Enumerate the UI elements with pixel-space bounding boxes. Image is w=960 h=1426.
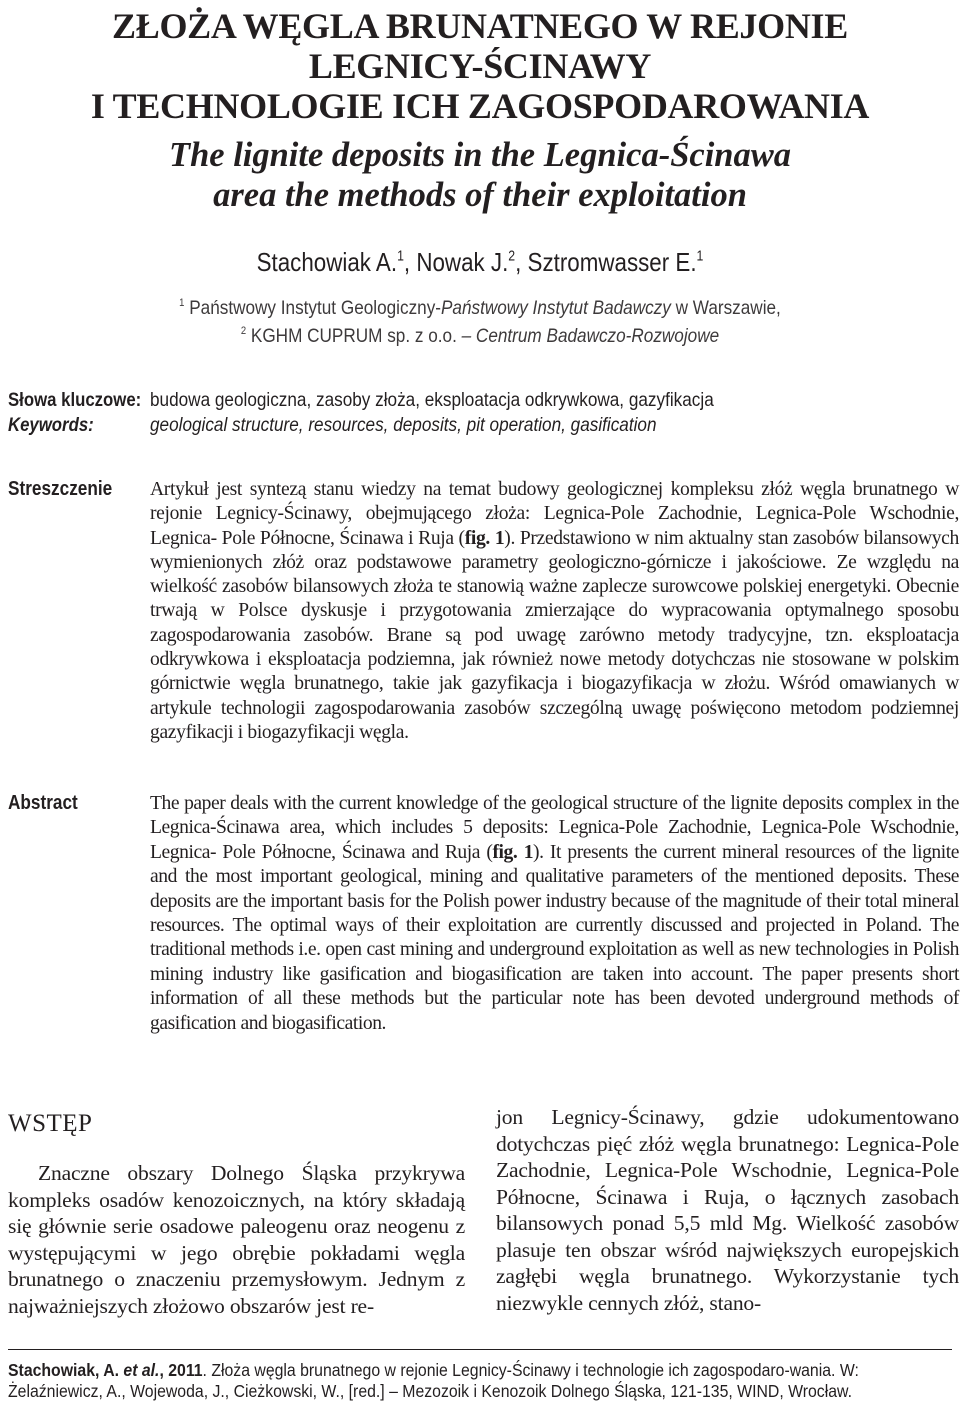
abstract-text-part-2: ). It presents the current mineral resources of the lignite and the most important geological, mining and qualitative parameters of the mentioned deposits. These deposits are the important basis for the Polish power industry because of the magnitude of their total mineral resources. The optimal ways of their exploitation are currently discussed and projected in Poland. The traditional methods i.e. open cast mining and underground exploitation as well as new technologies in Polish mining industry like gasification and biogasification are taken into account. The paper presents short information of all these methods but the particular note has been devoted underground methods of gasification and biogasification. — [150, 841, 959, 1034]
keywords-english — [8, 412, 952, 439]
keywords-english-value: geological structure, resources, deposits, pit operation, gasification — [150, 414, 657, 436]
section-heading-wstep: WSTĘP — [8, 1110, 93, 1137]
body-column-left — [8, 1160, 465, 1319]
figure-reference: fig. 1 — [492, 841, 534, 863]
citation-text: . Złoża węgla brunatnego w rejonie Legnicy-Ścinawy i technologie ich zagospodaro-wania. W: Żelaźniewicz, A., Wojewoda, J., Cieżkowski, W., [red.] – Mezozoik i Kenozoik Dolnego Śląska, 121-135, WIND, Wrocław. — [8, 1360, 859, 1401]
footer-divider — [8, 1349, 952, 1350]
affiliations — [58, 294, 903, 350]
body-paragraph: Znaczne obszary Dolnego Śląska przykrywa kompleks osadów kenozoicznych, na który składają się głównie serie osadowe paleogenu oraz neogenu z występującymi w jego obrębie pokładami węgla brunatnego o znaczeniu przemysłowym. Jednym z najważniejszych złożowo obszarów jest re- — [8, 1161, 465, 1318]
keywords-polish-label: Słowa kluczowe: — [8, 389, 142, 411]
author-separator: , — [403, 247, 417, 277]
citation-etal: et al. — [123, 1360, 160, 1380]
abstract-text-part-1: The paper deals with the current knowledge of the geological structure of the lignite deposits complex in the Legnica-Ścinawa area, which includes 5 deposits: Legnica-Pole Zachodnie, Legnica-Pole Wschodnie, Legnica- Pole Północne, Ścinawa and Ruja ( — [150, 793, 959, 863]
author-2: Nowak J. — [416, 247, 509, 277]
affiliation-1-name-italic: Państwowy Instytut Badawczy — [440, 297, 671, 319]
keywords-english-label: Keywords: — [8, 414, 94, 436]
body-column-right — [496, 1104, 959, 1316]
keywords-polish — [8, 387, 952, 414]
author-3: Sztromwasser E. — [527, 247, 697, 277]
author-list — [67, 246, 893, 278]
title-polish-line-3: I TECHNOLOGIE ICH ZAGOSPODAROWANIA — [90, 86, 870, 126]
affiliation-1 — [58, 294, 903, 322]
abstract-label: Abstract — [8, 792, 78, 814]
affiliation-2-name: KGHM CUPRUM sp. z o.o. — [250, 325, 462, 347]
title-polish-line-1: ZŁOŻA WĘGLA BRUNATNEGO W REJONIE — [112, 6, 848, 46]
author-separator: , — [515, 247, 528, 277]
abstract-text — [150, 792, 959, 1036]
title-english-line-2: area the methods of their exploitation — [213, 176, 747, 214]
citation-authors: Stachowiak, A. — [8, 1360, 120, 1380]
title-polish — [0, 6, 960, 126]
affiliation-2-name-italic: – Centrum Badawczo-Rozwojowe — [461, 325, 720, 347]
figure-reference: fig. 1 — [464, 527, 505, 549]
affiliation-1-mark: 1 — [179, 296, 185, 309]
title-english — [0, 135, 960, 215]
title-polish-line-2: LEGNICY-ŚCINAWY — [308, 46, 652, 86]
author-3-affiliation-mark: 1 — [696, 248, 704, 265]
affiliation-2 — [58, 322, 903, 350]
citation-year: , 2011 — [159, 1360, 203, 1380]
affiliation-2-mark: 2 — [240, 324, 247, 337]
body-paragraph: jon Legnicy-Ścinawy, gdzie udokumentowano dotychczas pięć złóż węgla brunatnego: Legnica-Pole Zachodnie, Legnica-Pole Wschodnie, Legnica-Pole Północne, Ścinawa i Ruja, o łącznych zasobach bilansowych ponad 5,5 mld Mg. Wielkość zasobów plasuje ten obszar wśród największych europejskich zagłębi węgla brunatnego. Wykorzystanie tych niezwykle cennych złóż, stano- — [496, 1105, 959, 1315]
author-2-affiliation-mark: 2 — [508, 248, 516, 265]
author-1-affiliation-mark: 1 — [397, 248, 404, 265]
affiliation-1-name: Państwowy Instytut Geologiczny- — [189, 297, 441, 319]
streszczenie-text — [150, 478, 959, 745]
streszczenie-label: Streszczenie — [8, 478, 113, 500]
affiliation-1-city: w Warszawie, — [670, 297, 781, 319]
streszczenie-text-part-2: ). Przedstawiono w nim aktualny stan zasobów bilansowych wymienionych złóż oraz podstawowe parametry geologiczno-górnicze i jakościowe. Ze względu na wielkość zasobów bilansowych złoża te stanowią ważne zaplecze surowcowe polskiej energetyki. Obecnie trwają w Polsce dyskusje i przygotowania zmierzające do wypracowania optymalnego sposobu zagospodarowania zasobów. Brane są pod uwagę zarówno metody tradycyjne, tzn. eksploatacja odkrywkowa i eksploatacja podziemna, jak również nowe metody dotychczas nie stosowane w polskim górnictwie węgla brunatnego, takie jak gazyfikacja i biogazyfikacja w złożu. Wśród omawianych w artykule technologii zagospodarowania zasobów szczególną uwagę poświęcono metodom podziemnej gazyfikacji i biogazyfikacji węgla. — [150, 527, 959, 743]
citation-footer — [8, 1360, 937, 1402]
title-english-line-1: The lignite deposits in the Legnica-Ścinawa — [169, 136, 791, 174]
streszczenie-text-part-1: Artykuł jest syntezą stanu wiedzy na temat budowy geologicznej kompleksu złóż węgla brunatnego w rejonie Legnicy-Ścinawy, obejmującego złoża: Legnica-Pole Zachodnie, Legnica-Pole Wschodnie, Legnica- Pole Północne, Ścinawa i Ruja ( — [150, 479, 959, 549]
author-1: Stachowiak A. — [256, 247, 398, 277]
keywords-polish-value: budowa geologiczna, zasoby złoża, eksploatacja odkrywkowa, gazyfikacja — [150, 389, 714, 411]
